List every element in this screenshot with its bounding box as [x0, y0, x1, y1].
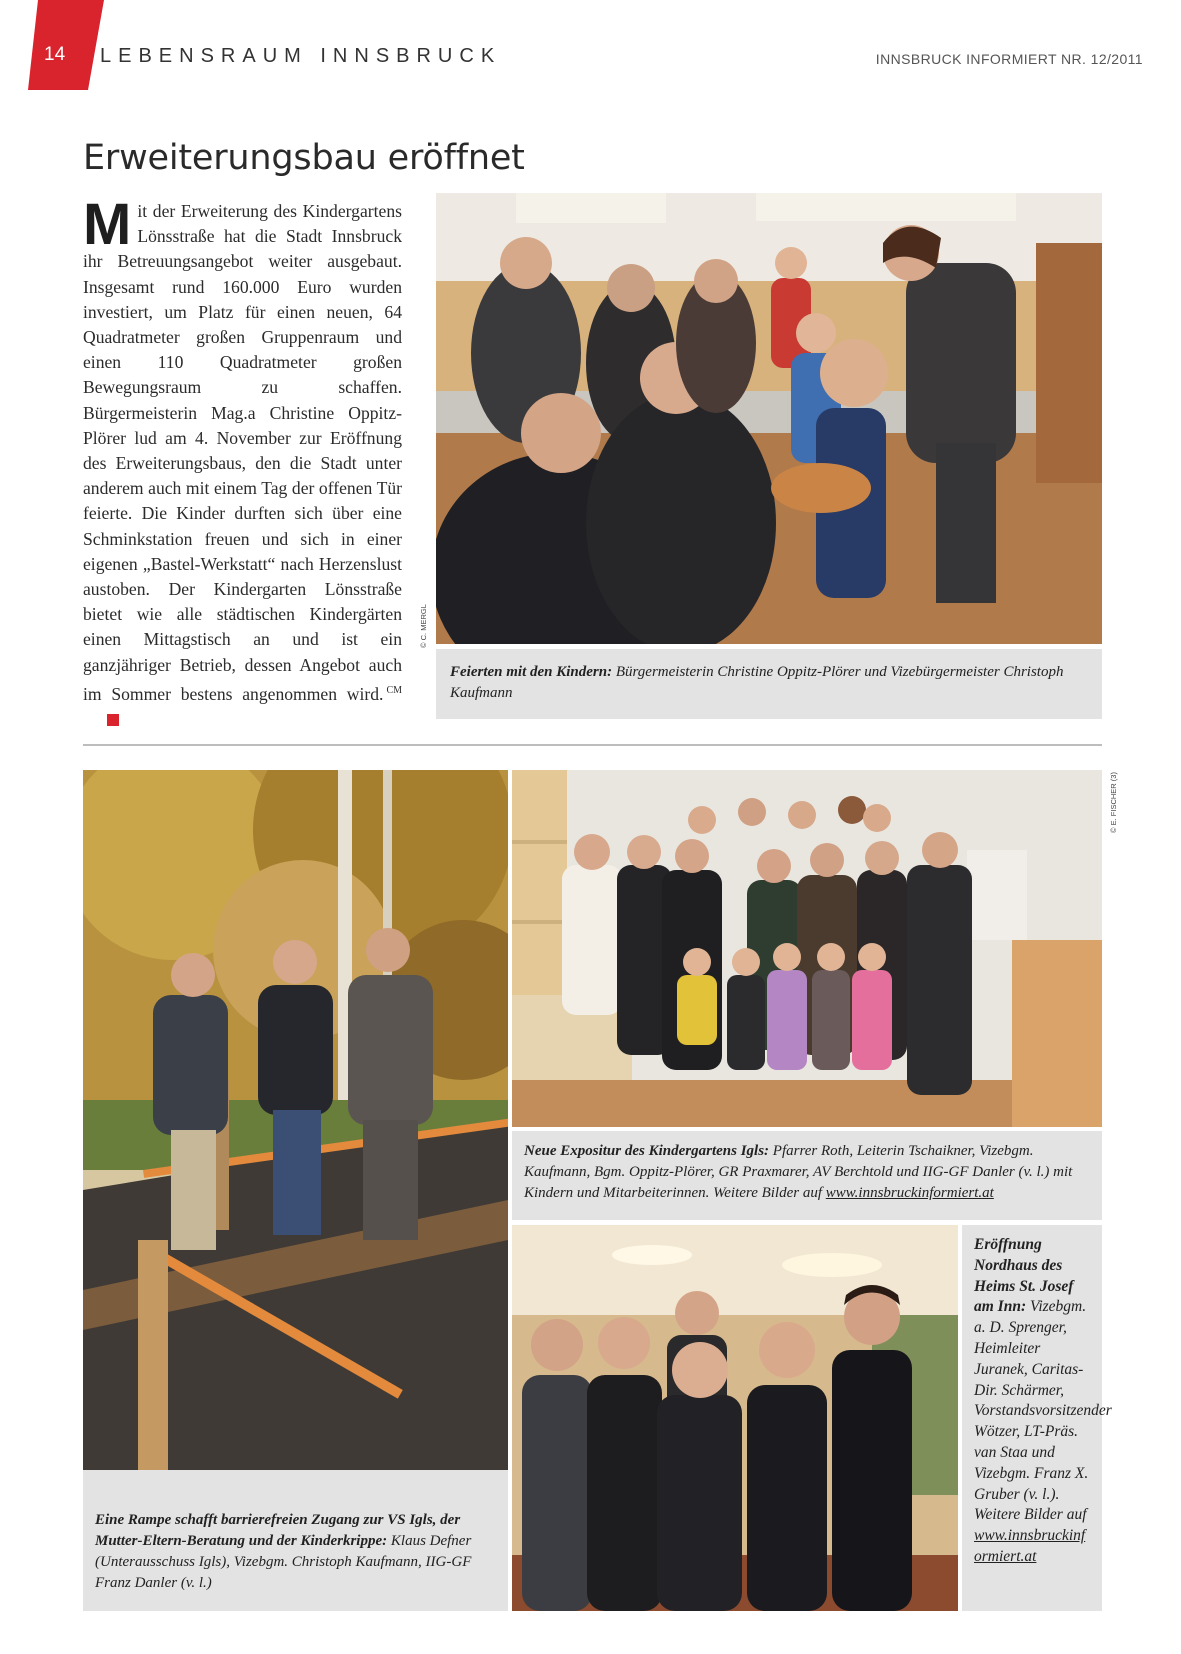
photo-credit-igls: © E. FISCHER (3)	[1109, 772, 1118, 833]
end-mark	[107, 714, 119, 726]
caption-josef-link[interactable]: www.innsbruckinformiert.at	[974, 1527, 1086, 1565]
caption-top-lead: Feierten mit den Kindern:	[450, 664, 613, 680]
caption-igls-text: Pfarrer Roth, Leiterin Tschaikner, Vizebgm. Kaufmann, Bgm. Oppitz-Plörer, GR Praxmarer, AV Berchtold und IIG-GF Danler (v. l.) mit Kindern und Mitarbeiterinnen. Weitere Bilder auf	[524, 1143, 1073, 1201]
photo-kindergarten-celebration	[436, 193, 1102, 644]
caption-josef-lead: Eröffnung Nordhaus des Heims St. Josef am Inn:	[974, 1236, 1074, 1316]
photo-kindergarten-igls	[512, 770, 1102, 1127]
photo-heim-st-josef	[512, 1225, 958, 1611]
section-divider	[83, 744, 1102, 746]
article-byline: CM	[386, 684, 402, 696]
photo-credit-top: © C. MERGL	[419, 604, 428, 648]
drop-cap: M	[83, 192, 132, 257]
caption-ramp	[83, 1470, 508, 1611]
caption-top-text: Bürgermeisterin Christine Oppitz-Plörer und Vizebürgermeister Christoph Kaufmann	[450, 664, 1064, 701]
caption-ramp-lead: Eine Rampe schafft barrierefreien Zugang zur VS Igls, der Mutter-Eltern-Beratung und der Kinderkrippe:	[95, 1512, 461, 1549]
caption-top	[436, 649, 1102, 719]
issue-label: INNSBRUCK INFORMIERT NR. 12/2011	[875, 51, 1143, 67]
caption-josef	[962, 1225, 1112, 1611]
photo-ramp-vs-igls	[83, 770, 508, 1470]
page-number: 14	[44, 44, 66, 65]
caption-igls	[512, 1131, 1102, 1220]
section-title: LEBENSRAUM INNSBRUCK	[100, 45, 502, 67]
article-body-text: it der Erweiterung des Kindergartens Lönsstraße hat die Stadt Innsbruck ihr Betreuungsangebot weiter ausgebaut. Insgesamt rund 160.000 Euro wurden investiert, um Platz für einen neuen, 64 Quadratmeter großen Gruppenraum und einen 110 Quadratmeter großen Bewegungsraum zu schaffen. Bürgermeisterin Mag.a Christine Oppitz-Plörer lud am 4. November zur Eröffnung des Erweiterungsbaus, den die Stadt unter anderem auch mit einem Tag der offenen Tür feierte. Die Kinder durften sich über eine Schminkstation freuen und sich in einer eigenen „Bastel-Werkstatt“ nach Herzenslust austoben. Der Kindergarten Lönsstraße bietet wie alle städtischen Kindergärten einen Mittagstisch an und ist ein ganzjähriger Betrieb, dessen Angebot auch im Sommer bestens angenommen wird.	[83, 201, 402, 704]
caption-josef-text: Vizebgm. a. D. Sprenger, Heimleiter Juranek, Caritas-Dir. Schärmer, Vorstandsvorsitzender Wötzer, LT-Präs. van Staa und Vizebgm. Franz X. Gruber (v. l.). Weitere Bilder auf	[974, 1298, 1112, 1524]
article-headline: Erweiterungsbau eröffnet	[83, 138, 525, 178]
caption-ramp-text: Klaus Defner (Unterausschuss Igls), Vizebgm. Christoph Kaufmann, IIG-GF Franz Danler (v. l.)	[95, 1533, 472, 1591]
caption-igls-link[interactable]: www.innsbruckinformiert.at	[825, 1185, 994, 1201]
caption-igls-lead: Neue Expositur des Kindergartens Igls:	[524, 1143, 770, 1159]
article-body	[83, 192, 402, 732]
